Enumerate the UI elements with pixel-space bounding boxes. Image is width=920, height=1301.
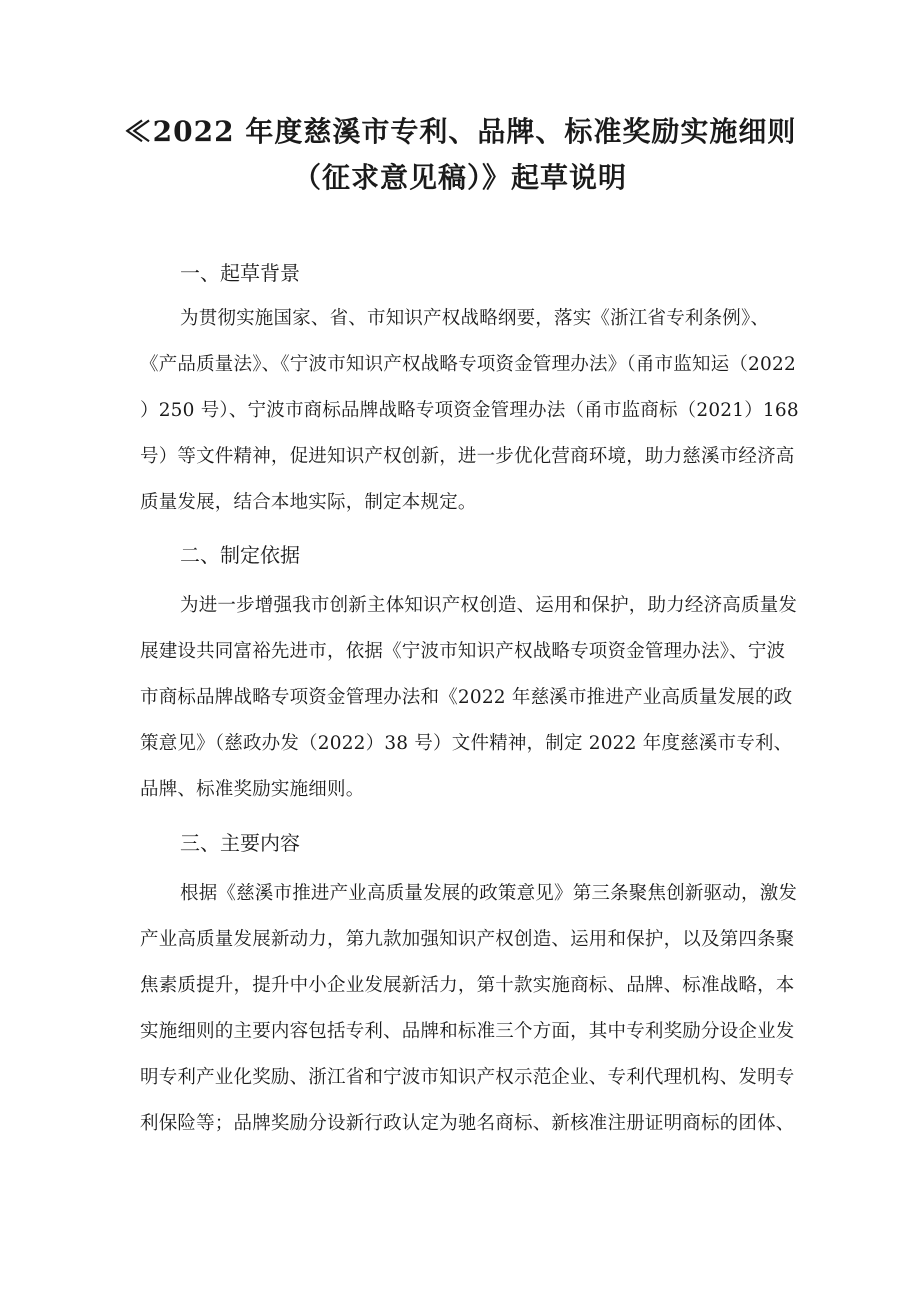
section-heading-background: 一、起草背景 xyxy=(180,261,300,285)
paragraph-line: 产业高质量发展新动力，第九款加强知识产权创造、运用和保护，以及第四条聚 xyxy=(140,929,795,950)
paragraph-line: 市商标品牌战略专项资金管理办法和《2022 年慈溪市推进产业高质量发展的政 xyxy=(140,687,793,708)
paragraph-line: 根据《慈溪市推进产业高质量发展的政策意见》第三条聚焦创新驱动，激发 xyxy=(180,883,798,904)
paragraph-line: 策意见》（慈政办发（2022）38 号）文件精神，制定 2022 年度慈溪市专利、 xyxy=(140,733,793,754)
paragraph-line: 焦素质提升，提升中小企业发展新活力，第十款实施商标、品牌、标准战略，本 xyxy=(140,975,795,996)
paragraph-line: 为贯彻实施国家、省、市知识产权战略纲要，落实《浙江省专利条例》、 xyxy=(180,308,770,329)
paragraph-line: 号）等文件精神，促进知识产权创新，进一步优化营商环境，助力慈溪市经济高 xyxy=(140,446,795,467)
paragraph-line: ）250 号）、宁波市商标品牌战略专项资金管理办法（甬市监商标（2021）168 xyxy=(140,400,799,421)
section-heading-basis: 二、制定依据 xyxy=(180,543,300,567)
paragraph-line: 明专利产业化奖励、浙江省和宁波市知识产权示范企业、专利代理机构、发明专 xyxy=(140,1067,795,1088)
paragraph-line: 实施细则的主要内容包括专利、品牌和标准三个方面，其中专利奖励分设企业发 xyxy=(140,1021,795,1042)
document-title-line-2: （征求意见稿）》起草说明 xyxy=(292,161,627,194)
paragraph-line: 为进一步增强我市创新主体知识产权创造、运用和保护，助力经济高质量发 xyxy=(180,595,798,616)
paragraph-line: 展建设共同富裕先进市，依据《宁波市知识产权战略专项资金管理办法》、宁波 xyxy=(140,641,786,662)
section-heading-main-content: 三、主要内容 xyxy=(180,831,300,855)
paragraph-line: 品牌、标准奖励实施细则。 xyxy=(140,779,365,800)
paragraph-line: 利保险等；品牌奖励分设新行政认定为驰名商标、新核准注册证明商标的团体、 xyxy=(140,1113,795,1134)
document-title-line-1: ≪2022 年度慈溪市专利、品牌、标准奖励实施细则 xyxy=(123,115,797,148)
paragraph-line: 质量发展，结合本地实际，制定本规定。 xyxy=(140,492,477,513)
paragraph-line: 《产品质量法》、《宁波市知识产权战略专项资金管理办法》（甬市监知运（2022 xyxy=(140,354,796,375)
